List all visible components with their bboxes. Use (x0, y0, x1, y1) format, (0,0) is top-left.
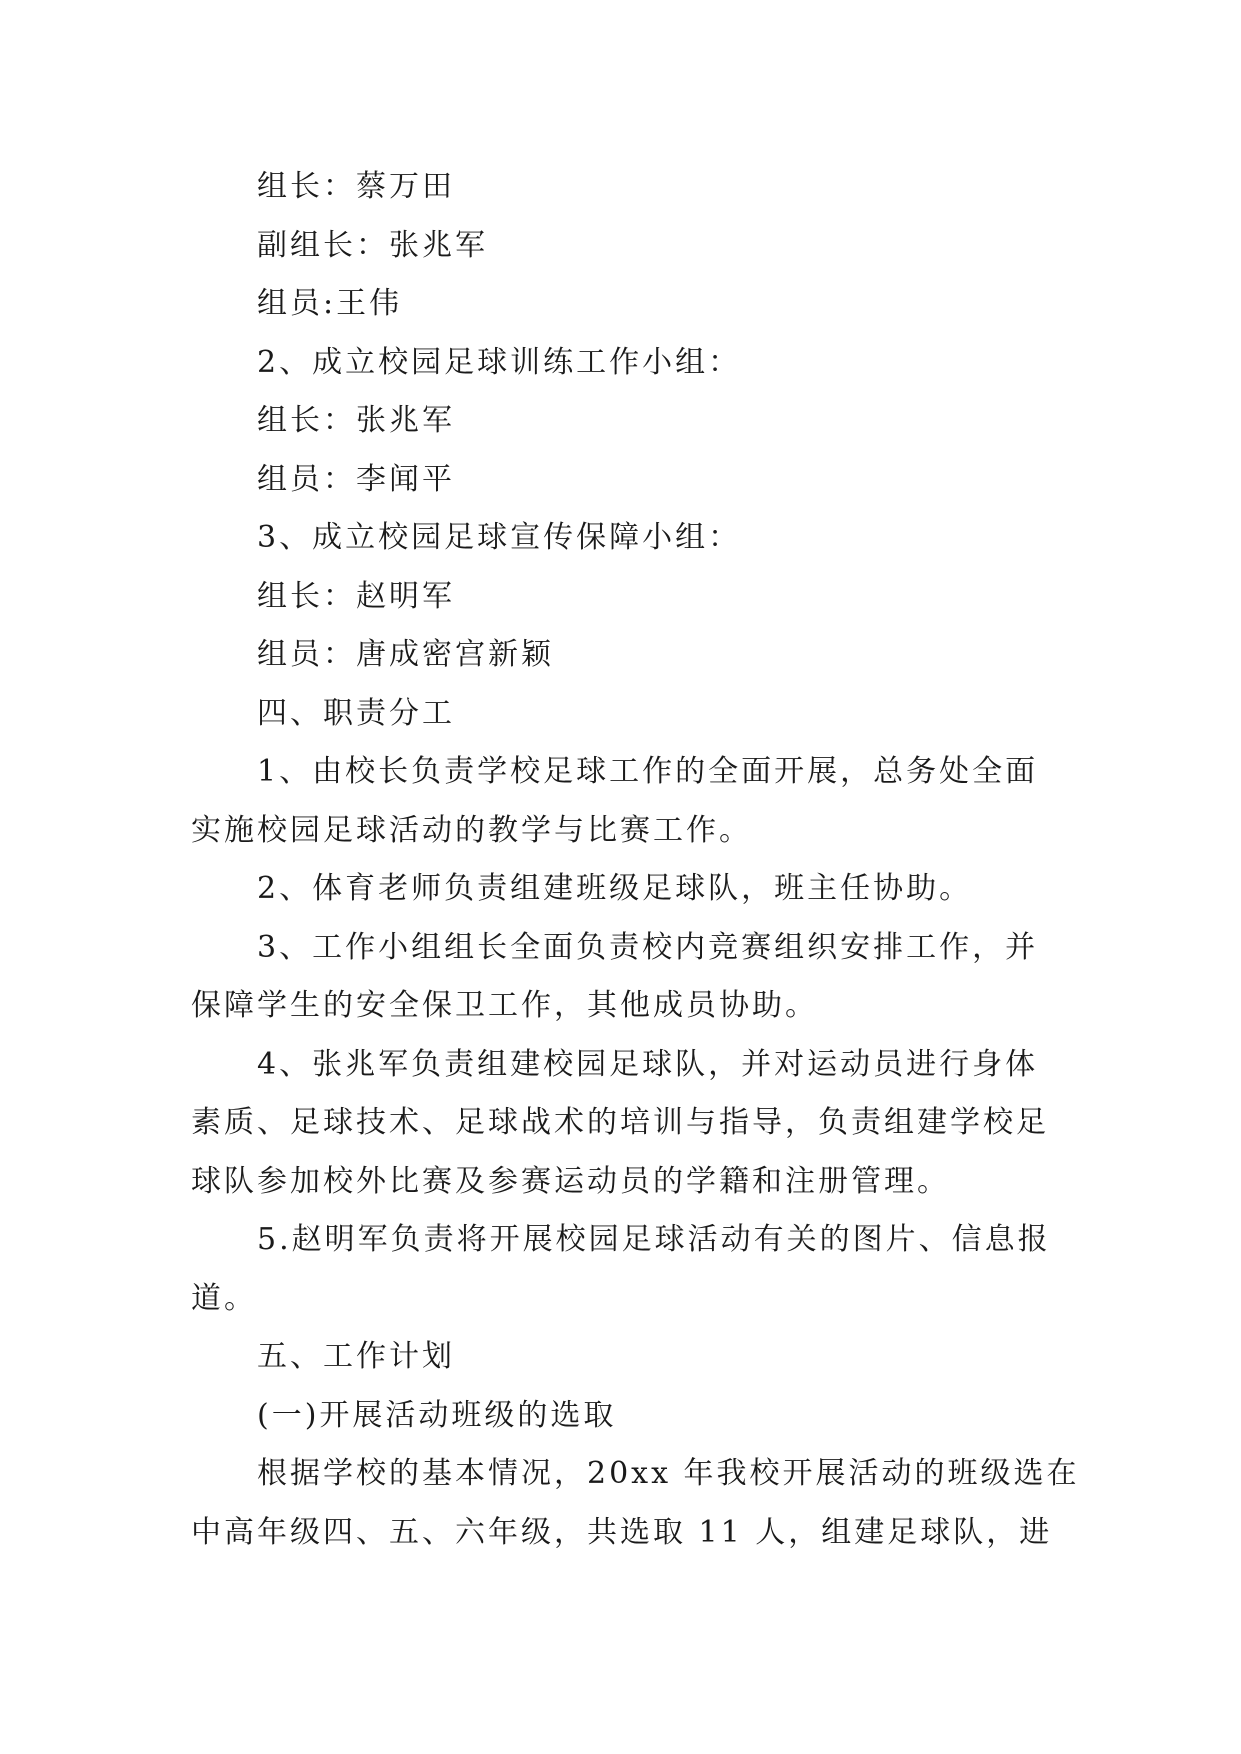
document-body (191, 158, 1080, 1562)
text-line: 组长：赵明军 (257, 578, 455, 614)
text-line: 1、由校长负责学校足球工作的全面开展，总务处全面 (257, 754, 1039, 789)
text-line: 组长：张兆军 (257, 403, 455, 438)
text-line: 组长：蔡万田 (257, 169, 455, 204)
text-line: 道。 (191, 1280, 257, 1316)
text-line: 副组长：张兆军 (257, 227, 488, 263)
text-line: 2、体育老师负责组建班级足球队，班主任协助。 (257, 871, 973, 906)
text-line: 组员：李闻平 (257, 461, 455, 497)
text-line: 2、成立校园足球训练工作小组： (257, 344, 742, 380)
text-line: 中高年级四、五、六年级，共选取 11 人，组建足球队，进 (191, 1514, 1053, 1550)
section-heading: 五、工作计划 (257, 1339, 455, 1374)
text-line: 3、成立校园足球宣传保障小组： (257, 520, 742, 555)
text-line: 5.赵明军负责将开展校园足球活动有关的图片、信息报 (257, 1222, 1051, 1257)
text-line: 素质、足球技术、足球战术的培训与指导，负责组建学校足 (191, 1105, 1049, 1140)
text-line: 组员：唐成密宫新颖 (257, 637, 554, 672)
text-line: 保障学生的安全保卫工作，其他成员协助。 (191, 988, 818, 1023)
text-line: 组员:王伟 (257, 286, 403, 321)
text-line: 4、张兆军负责组建校园足球队，并对运动员进行身体 (257, 1046, 1039, 1082)
text-line: 实施校园足球活动的教学与比赛工作。 (191, 812, 752, 848)
text-line: 3、工作小组组长全面负责校内竞赛组织安排工作，并 (257, 929, 1039, 965)
text-line: 根据学校的基本情况，20xx 年我校开展活动的班级选在 (257, 1456, 1080, 1491)
text-line: 球队参加校外比赛及参赛运动员的学籍和注册管理。 (191, 1163, 950, 1199)
section-heading: 四、职责分工 (257, 695, 455, 731)
subsection-heading: (一)开展活动班级的选取 (257, 1397, 617, 1433)
